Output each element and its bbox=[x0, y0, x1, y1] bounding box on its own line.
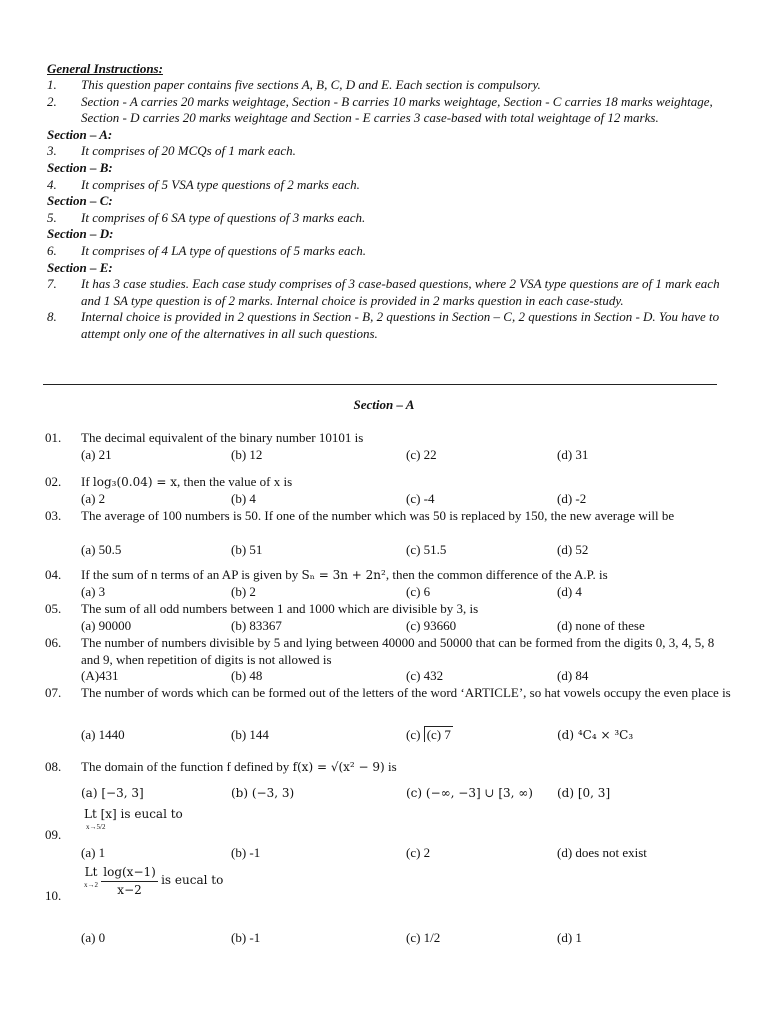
option-d: (d) none of these bbox=[557, 618, 645, 633]
option-a: (a) 0 bbox=[81, 930, 106, 945]
option-a: (a) 21 bbox=[81, 447, 112, 462]
option-c: (c) 2 bbox=[406, 845, 431, 860]
factorial-notation: (c) 7 bbox=[424, 726, 453, 742]
question-number: 05. bbox=[45, 601, 62, 616]
question-04 bbox=[45, 567, 735, 584]
question-number: 03. bbox=[45, 508, 62, 523]
denominator: x−2 bbox=[117, 882, 142, 897]
question-07 bbox=[45, 685, 735, 702]
option-d: (d) does not exist bbox=[557, 845, 647, 860]
option-d: (d) 84 bbox=[557, 668, 589, 683]
section-a-title: Section – A bbox=[353, 397, 415, 412]
options-09 bbox=[81, 845, 741, 862]
option-b: (b) -1 bbox=[231, 845, 261, 860]
option-d: (d) 4 bbox=[557, 584, 582, 599]
question-number: 01. bbox=[45, 430, 62, 445]
question-number: 06. bbox=[45, 635, 62, 650]
math-expression: log₃(0.04) = x bbox=[92, 475, 178, 489]
option-b: (b) 12 bbox=[231, 447, 263, 462]
section-heading: Section – D: bbox=[47, 226, 114, 242]
question-text: The number of words which can be formed out of the letters of the word ‘ARTICLE’, so hat vowels occupy the even place is bbox=[81, 685, 731, 700]
divider-line bbox=[43, 384, 717, 385]
option-b: (b) 83367 bbox=[231, 618, 282, 633]
question-text: The domain of the function f defined by f(x) = √(x² − 9) is bbox=[81, 759, 397, 774]
option-b: (b) (−3, 3) bbox=[231, 786, 295, 800]
general-instructions-title: General Instructions: bbox=[47, 61, 163, 76]
options-08 bbox=[81, 785, 741, 802]
instruction-item: 5. It comprises of 6 SA type of questions of 3 marks each. bbox=[47, 209, 366, 225]
option-d: (d) 52 bbox=[557, 542, 589, 557]
options-02 bbox=[81, 491, 741, 508]
section-heading: Section – C: bbox=[47, 193, 113, 209]
options-05 bbox=[81, 618, 741, 635]
question-number: 02. bbox=[45, 474, 62, 489]
option-c: (c) 93660 bbox=[406, 618, 457, 633]
section-heading: Section – E: bbox=[47, 259, 113, 275]
options-04 bbox=[81, 584, 741, 601]
question-text: The decimal equivalent of the binary number 10101 is bbox=[81, 430, 364, 445]
question-number: 04. bbox=[45, 567, 62, 582]
option-c: (c) 6 bbox=[406, 584, 431, 599]
option-d: (d) ⁴C₄ × ³C₃ bbox=[557, 728, 634, 742]
option-b: (b) 51 bbox=[231, 542, 263, 557]
options-01 bbox=[81, 447, 741, 464]
option-a: (a) 2 bbox=[81, 491, 106, 506]
instruction-item: 2. Section - A carries 20 marks weightage, Section - B carries 10 marks weightage, Section - C carries 18 marks weightage, Section - D carries 20 marks weightage and Section - E carries 3 case-based with total weightage of 12 marks. bbox=[47, 93, 713, 126]
question-03 bbox=[45, 508, 735, 525]
fraction bbox=[101, 864, 158, 898]
option-d: (d) 1 bbox=[557, 930, 582, 945]
option-b: (b) -1 bbox=[231, 930, 261, 945]
section-heading: Section – A: bbox=[47, 126, 113, 142]
option-c: (c) (−∞, −3] ∪ [3, ∞) bbox=[406, 786, 533, 800]
instruction-item: 1. This question paper contains five sections A, B, C, D and E. Each section is compulsory. bbox=[47, 77, 541, 92]
instructions-list bbox=[47, 77, 732, 343]
question-text: The sum of all odd numbers between 1 and 1000 which are divisible by 3, is bbox=[81, 601, 479, 616]
question-09-expression bbox=[84, 806, 384, 831]
option-a: (a) 1 bbox=[81, 845, 106, 860]
options-06 bbox=[81, 668, 741, 685]
option-a: (a) [−3, 3] bbox=[81, 786, 144, 800]
limit-subscript: x→2 bbox=[84, 880, 98, 889]
question-number: 08. bbox=[45, 759, 62, 774]
option-c: (c) 432 bbox=[406, 668, 444, 683]
option-b: (b) 48 bbox=[231, 668, 263, 683]
math-expression: Sₙ = 3n + 2n² bbox=[301, 568, 386, 582]
option-b: (b) 4 bbox=[231, 491, 256, 506]
question-01 bbox=[45, 430, 735, 447]
option-a: (a) 50.5 bbox=[81, 542, 122, 557]
option-a: (a) 90000 bbox=[81, 618, 132, 633]
option-a: (A)431 bbox=[81, 668, 119, 683]
option-d: (d) -2 bbox=[557, 491, 587, 506]
option-a: (a) 1440 bbox=[81, 727, 125, 742]
instruction-item: 8. Internal choice is provided in 2 questions in Section - B, 2 questions in Section – C, 2 questions in Section - D. You have to attempt only one of the alternatives in all such questions. bbox=[47, 309, 720, 341]
question-text: If log₃(0.04) = x, then the value of x is bbox=[81, 474, 293, 489]
options-03 bbox=[81, 542, 741, 559]
question-06 bbox=[45, 635, 735, 668]
question-02 bbox=[45, 474, 735, 491]
instruction-item: 3. It comprises of 20 MCQs of 1 mark each. bbox=[47, 143, 296, 159]
instruction-item: 4. It comprises of 5 VSA type questions of 2 marks each. bbox=[47, 176, 360, 192]
instruction-item: 7. It has 3 case studies. Each case study comprises of 3 case-based questions, where 2 VSA type questions are of 1 mark each and 1 SA type question is of 2 marks. Internal choice is provided in 2 marks question in each case-study. bbox=[47, 276, 720, 308]
math-expression: f(x) = √(x² − 9) bbox=[292, 760, 385, 774]
options-07 bbox=[81, 727, 741, 744]
option-c: (c) 22 bbox=[406, 447, 437, 462]
question-05 bbox=[45, 601, 735, 618]
option-c: (c) 51.5 bbox=[406, 542, 447, 557]
option-c: (c) 1/2 bbox=[406, 930, 441, 945]
limit-expression: Lt [x] is eucal to bbox=[84, 807, 183, 821]
options-10 bbox=[81, 930, 741, 947]
option-c: (c) (c) 7 bbox=[406, 727, 451, 742]
question-number: 10. bbox=[45, 888, 62, 903]
question-text: The average of 100 numbers is 50. If one of the number which was 50 is replaced by 150, the new average will be bbox=[81, 508, 675, 523]
section-heading: Section – B: bbox=[47, 159, 113, 175]
option-b: (b) 2 bbox=[231, 584, 256, 599]
limit-operator: Lt x→2 bbox=[84, 865, 98, 889]
option-c: (c) -4 bbox=[406, 491, 435, 506]
question-number: 07. bbox=[45, 685, 62, 700]
option-d: (d) 31 bbox=[557, 447, 589, 462]
question-10-expression: Lt x→2 $\frac{\log(x-1)}{x-2}$ is eucal to bbox=[84, 865, 224, 897]
limit-subscript: x→5/2 bbox=[86, 822, 106, 831]
question-text: If the sum of n terms of an AP is given by Sₙ = 3n + 2n², then the common difference of the A.P. is bbox=[81, 567, 608, 582]
numerator: log(x−1) bbox=[101, 864, 158, 882]
option-a: (a) 3 bbox=[81, 584, 106, 599]
option-d: (d) [0, 3] bbox=[557, 786, 611, 800]
instruction-item: 6. It comprises of 4 LA type of questions of 5 marks each. bbox=[47, 242, 367, 258]
option-b: (b) 144 bbox=[231, 727, 269, 742]
question-number: 09. bbox=[45, 827, 62, 842]
question-08 bbox=[45, 759, 735, 776]
question-text: The number of numbers divisible by 5 and lying between 40000 and 50000 that can be formed from the digits 0, 3, 4, 5, 8 and 9, when repetition of digits is not allowed is bbox=[81, 635, 715, 667]
